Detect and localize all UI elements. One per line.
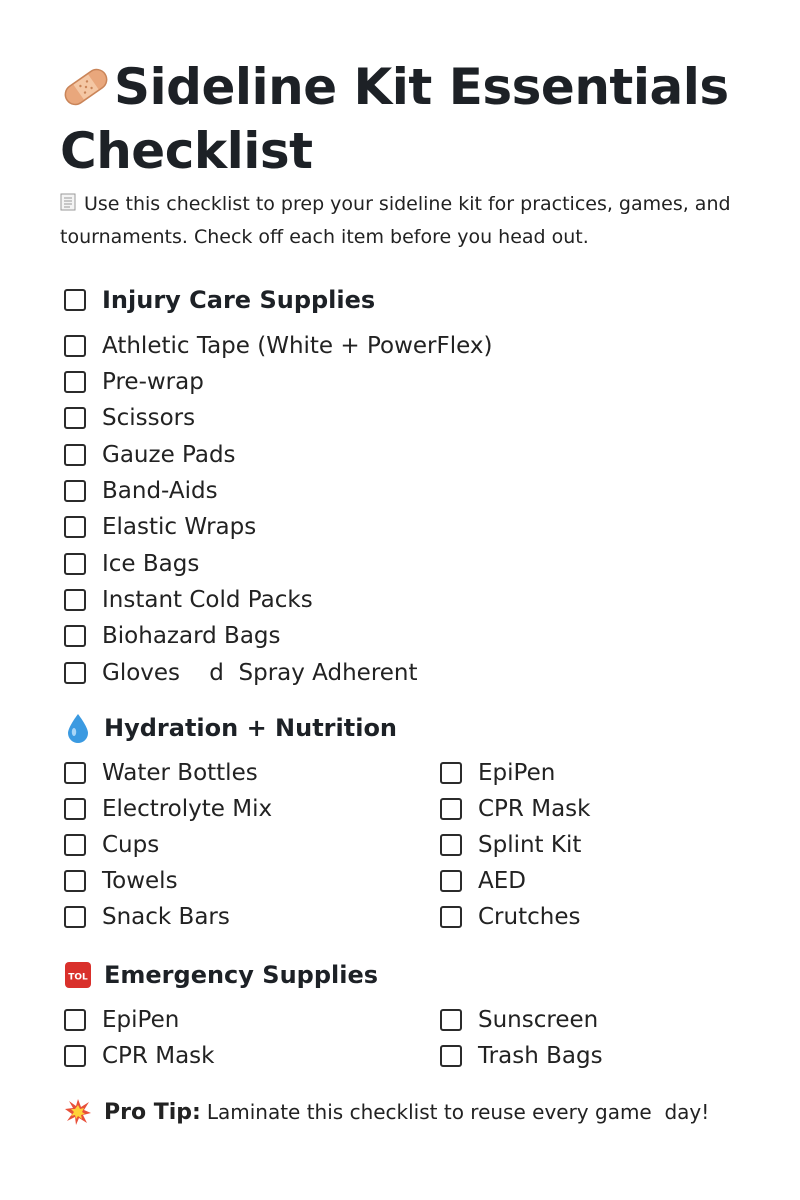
memo-icon <box>60 189 76 221</box>
checklist-item[interactable]: Ice Bags <box>64 549 199 579</box>
checklist-item[interactable]: Snack Bars <box>64 902 230 932</box>
checkbox[interactable] <box>64 516 86 538</box>
checkbox[interactable] <box>64 625 86 647</box>
checklist-item[interactable]: Elastic Wraps <box>64 512 256 542</box>
checkbox[interactable] <box>64 480 86 502</box>
page-title-text: Sideline Kit Essentials Checklist <box>60 58 729 180</box>
checklist-item[interactable]: EpiPen <box>440 758 555 788</box>
checkbox[interactable] <box>440 834 462 856</box>
checklist-item[interactable]: Biohazard Bags <box>64 621 281 651</box>
checklist-item[interactable]: Sunscreen <box>440 1005 598 1035</box>
svg-text:TOL: TOL <box>68 972 88 983</box>
checklist-item[interactable]: Athletic Tape (White + PowerFlex) <box>64 331 492 361</box>
checkbox[interactable] <box>64 762 86 784</box>
checklist-item[interactable]: AED <box>440 866 526 896</box>
checkbox[interactable] <box>64 335 86 357</box>
checkbox[interactable] <box>64 906 86 928</box>
checkbox[interactable] <box>64 407 86 429</box>
checklist-item[interactable]: Scissors <box>64 403 195 433</box>
checklist-item[interactable]: CPR Mask <box>64 1041 214 1071</box>
checkbox[interactable] <box>440 1009 462 1031</box>
section-heading-injury: Injury Care Supplies <box>64 286 375 314</box>
checklist-item[interactable]: EpiPen <box>64 1005 179 1035</box>
collision-icon <box>64 1098 92 1126</box>
checkbox[interactable] <box>64 1045 86 1067</box>
pro-tip-text: Laminate this checklist to reuse every game day! <box>206 1100 710 1124</box>
checklist-item[interactable]: Crutches <box>440 902 580 932</box>
checkbox[interactable] <box>440 906 462 928</box>
sos-icon <box>64 961 92 989</box>
section-heading-emergency: TOL Emergency Supplies <box>64 961 378 989</box>
checkbox[interactable] <box>440 798 462 820</box>
checkbox[interactable] <box>64 444 86 466</box>
checklist-item[interactable]: Towels <box>64 866 178 896</box>
checklist-item[interactable]: Gloves d Spray Adherent <box>64 658 418 688</box>
checkbox[interactable] <box>64 589 86 611</box>
section-heading-hydration: Hydration + Nutrition <box>64 714 397 742</box>
checkbox[interactable] <box>64 1009 86 1031</box>
checklist-item[interactable]: Pre-wrap <box>64 367 204 397</box>
checklist-item[interactable]: Cups <box>64 830 159 860</box>
section-checkbox-injury[interactable] <box>64 289 86 311</box>
checklist-item[interactable]: Electrolyte Mix <box>64 794 272 824</box>
page-title <box>60 58 780 180</box>
checklist-item[interactable]: CPR Mask <box>440 794 590 824</box>
pro-tip-label: Pro Tip: <box>104 1099 201 1125</box>
checkbox[interactable] <box>440 1045 462 1067</box>
checkbox[interactable] <box>64 553 86 575</box>
checklist-item[interactable]: Instant Cold Packs <box>64 585 313 615</box>
intro-text: Use this checklist to prep your sideline kit for practices, games, and tournaments. Check off each item before you head out. <box>60 188 760 253</box>
water-drop-icon <box>64 714 92 742</box>
checkbox[interactable] <box>440 870 462 892</box>
bandage-icon <box>60 64 112 122</box>
checkbox[interactable] <box>64 662 86 684</box>
checklist-item[interactable]: Trash Bags <box>440 1041 603 1071</box>
checklist-item[interactable]: Water Bottles <box>64 758 258 788</box>
checklist-item[interactable]: Band-Aids <box>64 476 218 506</box>
checklist-item[interactable]: Splint Kit <box>440 830 581 860</box>
checkbox[interactable] <box>64 834 86 856</box>
checkbox[interactable] <box>64 371 86 393</box>
checkbox[interactable] <box>64 870 86 892</box>
pro-tip <box>64 1098 709 1126</box>
checkbox[interactable] <box>64 798 86 820</box>
checklist-item[interactable]: Gauze Pads <box>64 440 236 470</box>
checkbox[interactable] <box>440 762 462 784</box>
